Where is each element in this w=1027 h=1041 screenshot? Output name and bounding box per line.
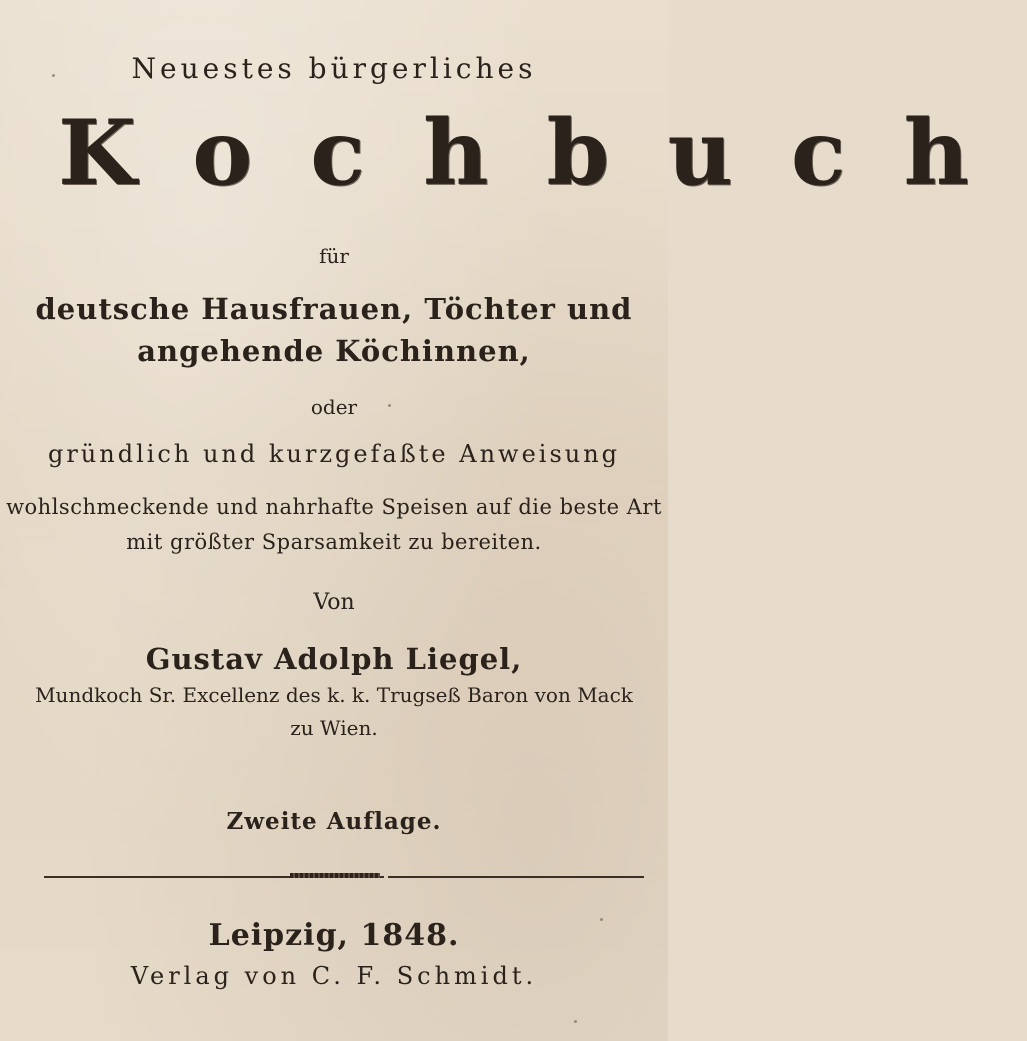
- line-fuer: für: [319, 244, 349, 268]
- description-line-2: wohlschmeckende und nahrhafte Speisen auf die beste Art: [6, 495, 662, 519]
- subtitle-neuestes: Neuestes bürgerliches: [131, 52, 537, 85]
- description-line-1: gründlich und kurzgefaßte Anweisung: [47, 440, 621, 468]
- author-name: Gustav Adolph Liegel,: [145, 642, 523, 676]
- paper-speck: [574, 1020, 577, 1023]
- paper-speck: [600, 918, 603, 921]
- imprint-place-year: Leipzig, 1848.: [208, 918, 460, 953]
- line-oder: oder: [310, 395, 358, 419]
- imprint-publisher: Verlag von C. F. Schmidt.: [130, 962, 538, 990]
- divider-ornament: [290, 873, 380, 878]
- author-title-line-2: zu Wien.: [290, 716, 378, 740]
- audience-line-2: angehende Köchinnen,: [137, 334, 531, 368]
- divider-rule-right: [388, 876, 644, 878]
- paper-speck: [388, 404, 391, 407]
- description-line-3: mit größter Sparsamkeit zu bereiten.: [126, 530, 542, 554]
- line-von: Von: [313, 590, 355, 615]
- main-title: Kochbuch: [58, 100, 1027, 206]
- paper-speck: [52, 74, 55, 77]
- audience-line-1: deutsche Hausfrauen, Töchter und: [35, 292, 633, 326]
- edition-statement: Zweite Auflage.: [226, 808, 442, 835]
- author-title-line-1: Mundkoch Sr. Excellenz des k. k. Trugseß Baron von Mack: [35, 683, 633, 707]
